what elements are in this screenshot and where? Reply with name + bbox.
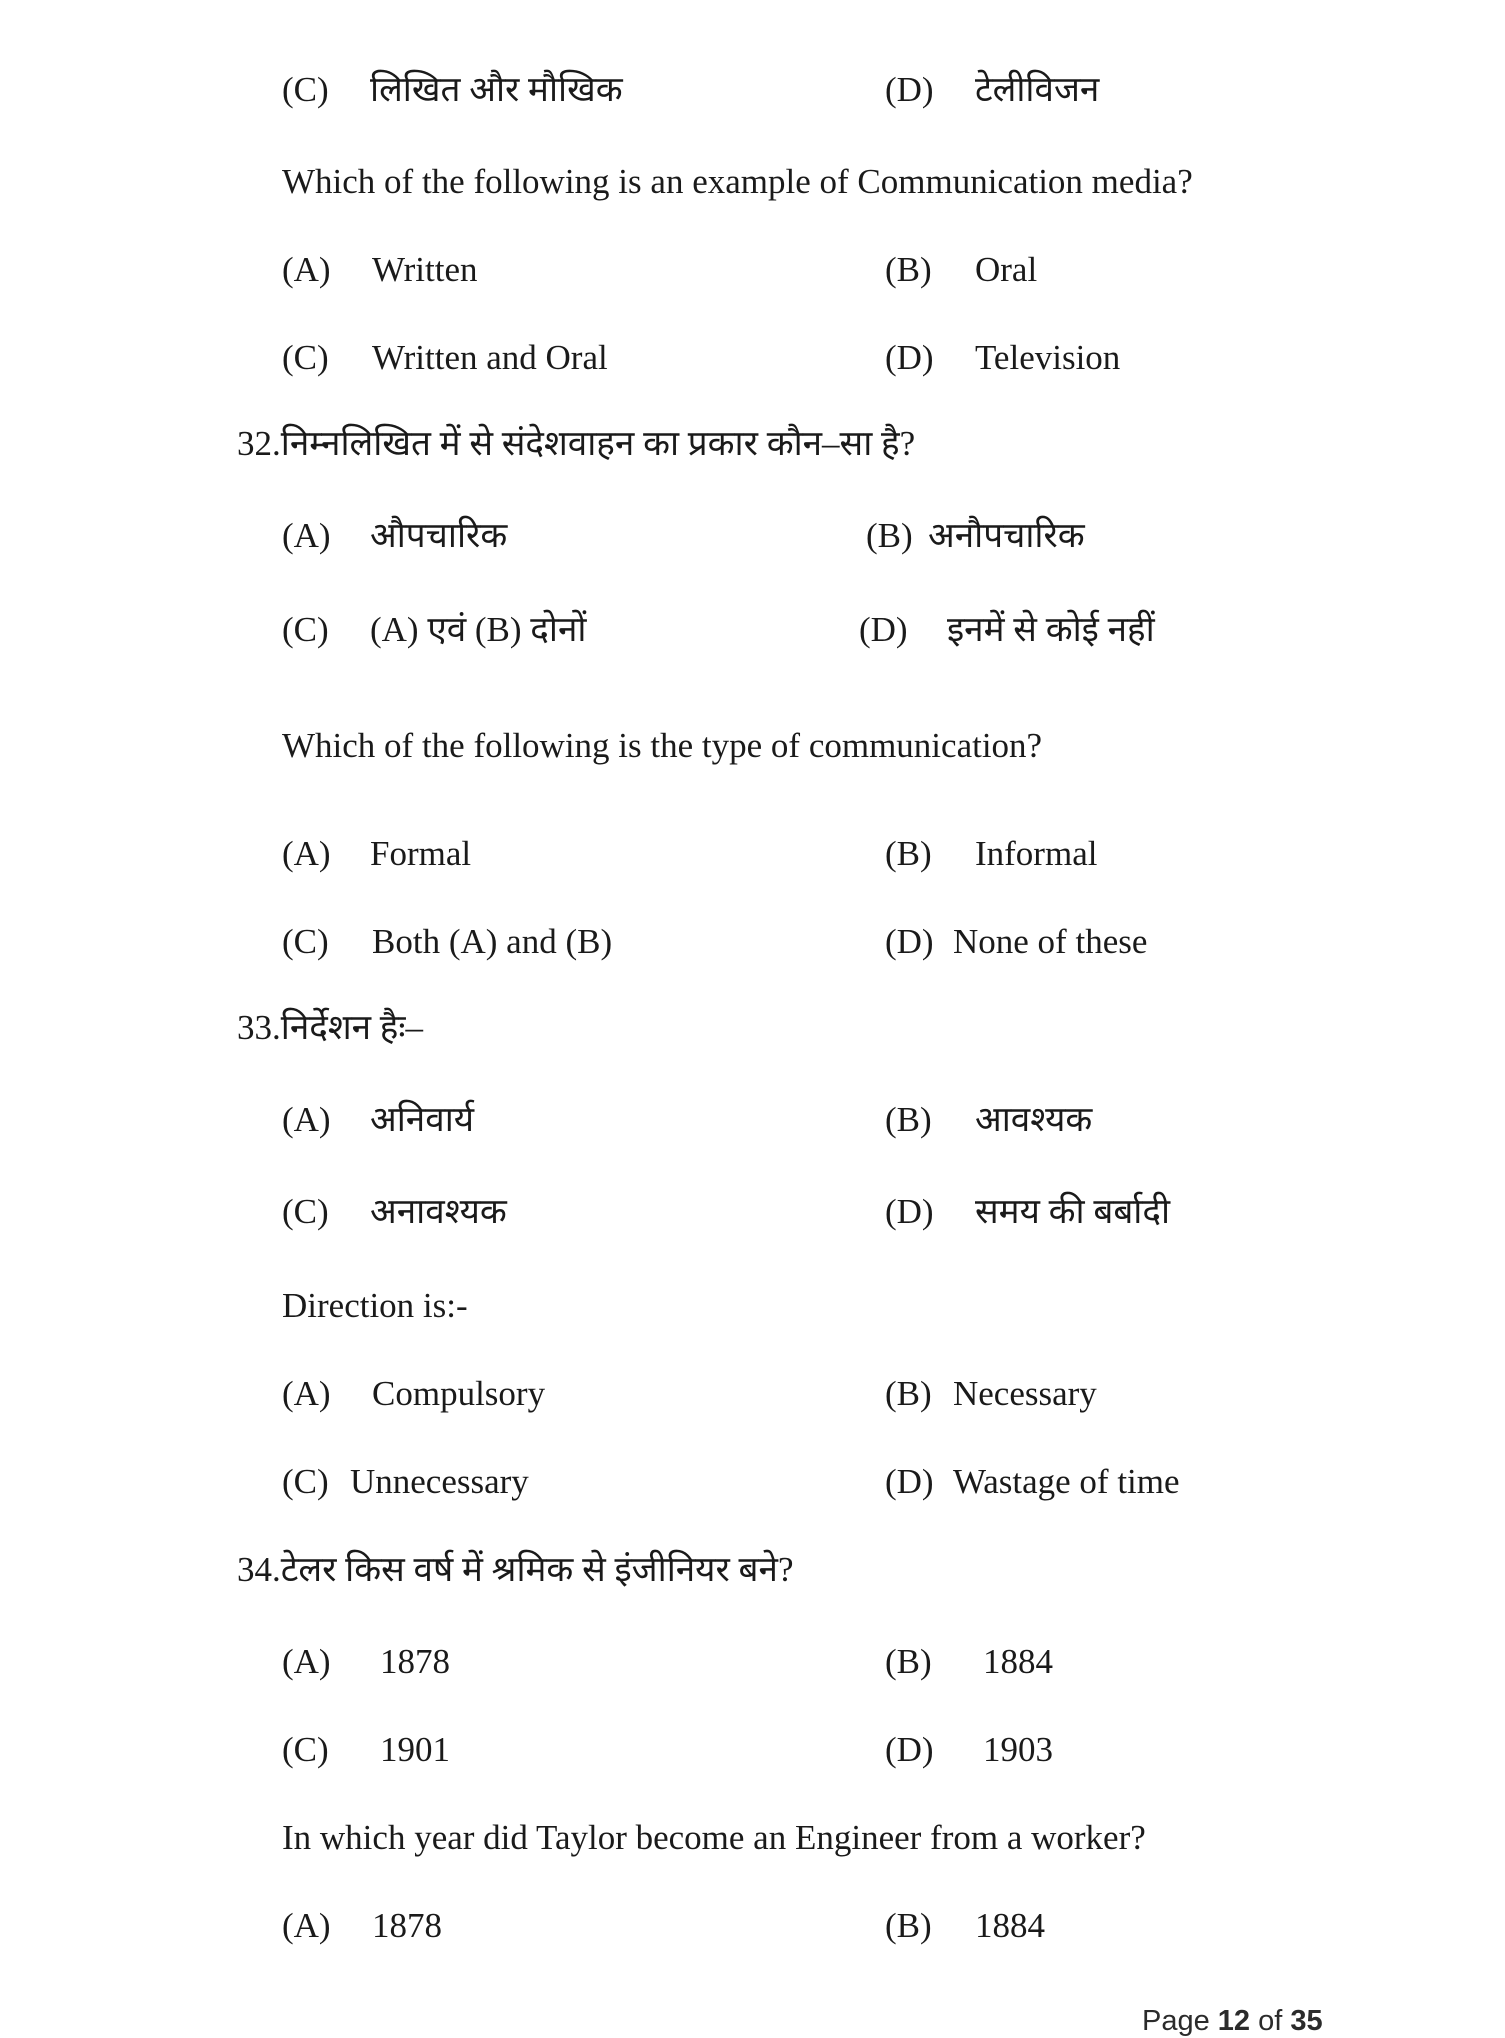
- of-word: of: [1258, 2005, 1283, 2037]
- option-label: (C): [282, 70, 329, 109]
- option-text: अनिवार्य: [370, 1100, 475, 1139]
- option-label: (C): [282, 1730, 329, 1769]
- option-label: (A): [282, 834, 331, 873]
- option-label: (D): [885, 1462, 934, 1501]
- question-number: 34.: [237, 1550, 281, 1589]
- option-text: अनावश्यक: [370, 1192, 507, 1231]
- option-text: आवश्यक: [975, 1100, 1093, 1139]
- option-b: [885, 832, 1098, 876]
- option-a: [282, 1372, 546, 1416]
- total-pages-number: 35: [1290, 2005, 1323, 2037]
- question-text: Which of the following is an example of Communication media?: [282, 162, 1193, 201]
- option-c: [282, 1190, 507, 1234]
- option-label: (B): [866, 516, 913, 555]
- option-label: (C): [282, 338, 329, 377]
- option-c: [282, 1728, 450, 1772]
- question-line: [237, 422, 915, 466]
- option-text: अनौपचारिक: [928, 516, 1085, 555]
- page-indicator: [1142, 2004, 1323, 2038]
- option-text: Written: [372, 250, 478, 289]
- option-text: Unnecessary: [350, 1462, 529, 1501]
- option-label: (A): [282, 1100, 331, 1139]
- option-text: Compulsory: [372, 1374, 546, 1413]
- option-a: [282, 1640, 450, 1684]
- option-text: Formal: [370, 834, 472, 873]
- option-a: [282, 1904, 442, 1948]
- option-c: [282, 336, 608, 380]
- option-a: [282, 832, 472, 876]
- question-text: टेलर किस वर्ष में श्रमिक से इंजीनियर बने?: [280, 1550, 794, 1589]
- option-d: [885, 336, 1121, 380]
- option-text: 1901: [380, 1730, 450, 1769]
- option-label: (A): [282, 250, 331, 289]
- option-text: Wastage of time: [953, 1462, 1180, 1501]
- option-label: (B): [885, 1642, 932, 1681]
- question-text: In which year did Taylor become an Engineer from a worker?: [282, 1818, 1146, 1857]
- option-label: (A): [282, 1642, 331, 1681]
- option-text: 1878: [380, 1642, 450, 1681]
- option-b: [885, 1372, 1097, 1416]
- option-text: लिखित और मौखिक: [370, 70, 623, 109]
- option-label: (D): [885, 70, 934, 109]
- option-text: इनमें से कोई नहीं: [947, 610, 1155, 649]
- question-number: 32.: [237, 424, 281, 463]
- option-label: (C): [282, 1462, 329, 1501]
- option-text: समय की बर्बादी: [975, 1192, 1171, 1231]
- question-number: 33.: [237, 1008, 281, 1047]
- option-label: (B): [885, 250, 932, 289]
- question-text: Which of the following is the type of communication?: [282, 726, 1043, 765]
- option-a: [282, 514, 508, 558]
- option-text: Necessary: [953, 1374, 1097, 1413]
- option-text: औपचारिक: [370, 516, 508, 555]
- option-text: 1903: [983, 1730, 1053, 1769]
- option-b: [866, 514, 1085, 558]
- option-label: (A): [282, 516, 331, 555]
- question-line: [237, 1006, 423, 1050]
- option-c: [282, 608, 587, 652]
- option-b: [885, 1640, 1053, 1684]
- option-text: Written and Oral: [372, 338, 608, 377]
- option-a: [282, 1098, 475, 1142]
- option-b: [885, 248, 1038, 292]
- option-text: 1878: [372, 1906, 442, 1945]
- option-text: 1884: [975, 1906, 1045, 1945]
- option-label: (C): [282, 922, 329, 961]
- option-label: (B): [885, 1906, 932, 1945]
- option-label: (B): [885, 1100, 932, 1139]
- option-d: [885, 1460, 1180, 1504]
- option-d: [859, 608, 1155, 652]
- option-label: (D): [885, 1730, 934, 1769]
- option-text: Both (A) and (B): [372, 922, 613, 961]
- option-c: [282, 68, 623, 112]
- option-b: [885, 1904, 1045, 1948]
- question-text: निम्नलिखित में से संदेशवाहन का प्रकार कौन–सा है?: [280, 424, 916, 463]
- option-label: (A): [282, 1906, 331, 1945]
- option-c: [282, 920, 613, 964]
- option-text: (A) एवं (B) दोनों: [370, 610, 587, 649]
- option-d: [885, 1190, 1171, 1234]
- option-text: Oral: [975, 250, 1038, 289]
- option-label: (D): [885, 922, 934, 961]
- option-label: (A): [282, 1374, 331, 1413]
- option-label: (D): [885, 1192, 934, 1231]
- option-text: 1884: [983, 1642, 1053, 1681]
- option-text: Television: [975, 338, 1121, 377]
- option-label: (C): [282, 1192, 329, 1231]
- option-c: [282, 1460, 529, 1504]
- option-label: (C): [282, 610, 329, 649]
- option-d: [885, 1728, 1053, 1772]
- option-label: (D): [859, 610, 908, 649]
- question-text: Direction is:-: [282, 1286, 468, 1325]
- option-d: [885, 68, 1100, 112]
- page-word: Page: [1142, 2005, 1210, 2037]
- option-label: (D): [885, 338, 934, 377]
- question-line: [237, 1548, 794, 1592]
- option-text: टेलीविजन: [975, 70, 1100, 109]
- option-a: [282, 248, 478, 292]
- option-b: [885, 1098, 1093, 1142]
- option-label: (B): [885, 834, 932, 873]
- question-text: निर्देशन हैः–: [280, 1008, 423, 1047]
- current-page-number: 12: [1217, 2005, 1251, 2037]
- option-d: [885, 920, 1148, 964]
- option-text: Informal: [975, 834, 1098, 873]
- option-label: (B): [885, 1374, 932, 1413]
- option-text: None of these: [953, 922, 1148, 961]
